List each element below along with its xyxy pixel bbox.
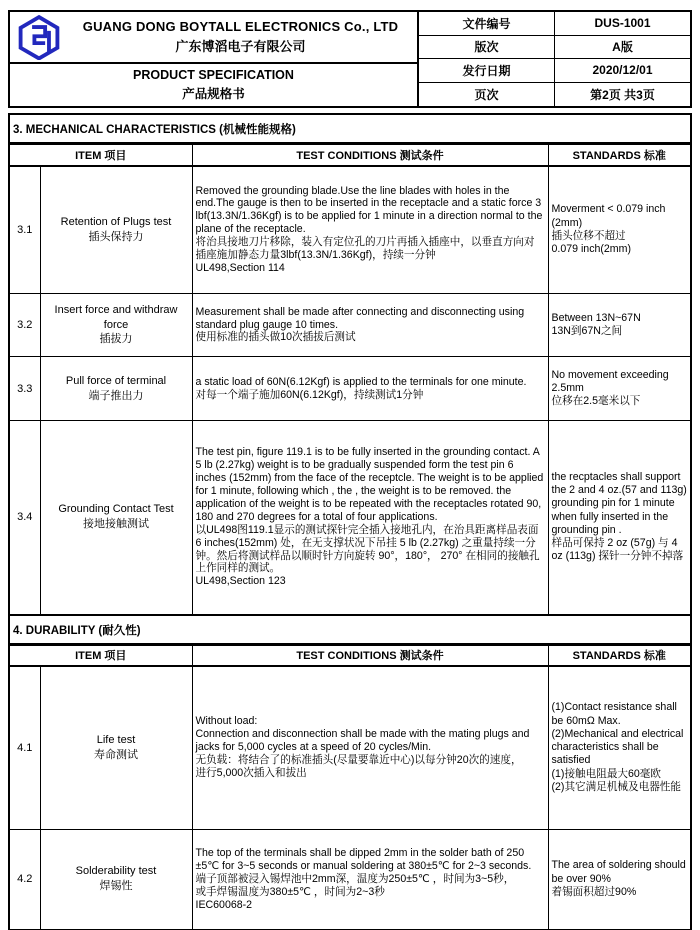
item-cell: Pull force of terminal 端子推出力 [40, 357, 192, 421]
doc-title-cn: 产品规格书 [182, 87, 245, 101]
row-number: 3.2 [10, 294, 40, 357]
spec-row-3-3 [10, 357, 690, 421]
meta-label-issue-date: 发行日期 [419, 59, 555, 83]
col-header-item: ITEM 项目 [10, 145, 192, 166]
section-title-durability: 4. DURABILITY (耐久性) [10, 614, 690, 645]
row-number: 4.2 [10, 829, 40, 929]
col-header-standards: STANDARDS 标准 [548, 145, 690, 166]
col-header-item: ITEM 项目 [10, 645, 192, 666]
row-number: 3.4 [10, 421, 40, 614]
item-cell: Grounding Contact Test 接地接触测试 [40, 421, 192, 614]
col-header-conditions: TEST CONDITIONS 测试条件 [192, 645, 548, 666]
item-cell: Insert force and withdraw force 插拔力 [40, 294, 192, 357]
col-header-conditions: TEST CONDITIONS 测试条件 [192, 145, 548, 166]
meta-label-doc-number: 文件编号 [419, 12, 555, 36]
document-header [8, 10, 692, 108]
standards-cell: No movement exceeding 2.5mm 位移在2.5毫米以下 [548, 357, 690, 421]
meta-label-page: 页次 [419, 83, 555, 107]
meta-value-doc-number: DUS-1001 [555, 12, 690, 36]
col-header-standards: STANDARDS 标准 [548, 645, 690, 666]
spec-row-3-4 [10, 421, 690, 614]
meta-label-revision: 版次 [419, 36, 555, 60]
standards-cell: Between 13N~67N 13N到67N之间 [548, 294, 690, 357]
header-meta-table [419, 12, 690, 106]
row-number: 3.1 [10, 166, 40, 294]
conditions-cell: a static load of 60N(6.12Kgf) is applied to the terminals for one minute. 对每一个端子施加60N(6.12Kgf)，持续测试1分钟 [192, 357, 548, 421]
spec-row-4-1 [10, 666, 690, 829]
row-number: 3.3 [10, 357, 40, 421]
item-cell: Solderability test 焊锡性 [40, 829, 192, 929]
table-header-row [10, 145, 690, 166]
header-left [10, 12, 419, 106]
meta-value-revision: A版 [555, 36, 690, 60]
table-header-row [10, 645, 690, 666]
row-number: 4.1 [10, 666, 40, 829]
standards-cell: the recptacles shall support the 2 and 4 oz.(57 and 113g) grounding pin for 1 minute when fully inserted in the grounding pin . 样品可保持 2 oz (57g) 与 4 oz (113g) 探针一分钟不掉落 [548, 421, 690, 614]
meta-value-issue-date: 2020/12/01 [555, 59, 690, 83]
standards-cell: The area of soldering should be over 90% 着锡面积超过90% [548, 829, 690, 929]
mechanical-table [10, 144, 690, 614]
item-cell: Life test 寿命测试 [40, 666, 192, 829]
conditions-cell: Removed the grounding blade.Use the line blades with holes in the end.The gauge is then to be inserted in the receptacle and a static force 3 lbf(13.3N/1.36Kgf) is to be applied for 1 minute in a direction normal to the plane of the receptacle. 将治具接地刀片移除，装入有定位孔的刀片再插入插座中，以垂直方向对插座施加静态力量3lbf(13.3N/1.36Kgf)，持续一分钟 UL498,Section 114 [192, 166, 548, 294]
doc-title-en: PRODUCT SPECIFICATION [133, 68, 294, 82]
spec-body [8, 113, 692, 930]
item-cell: Retention of Plugs test 插头保持力 [40, 166, 192, 294]
doc-title-block [10, 64, 417, 106]
company-name-cn: 广东博滔电子有限公司 [175, 39, 306, 54]
conditions-cell: Measurement shall be made after connecting and disconnecting using standard plug gauge 10 times. 使用标准的插头做10次插拔后测试 [192, 294, 548, 357]
meta-value-page: 第2页 共3页 [590, 87, 655, 102]
conditions-cell: Without load: Connection and disconnection shall be made with the mating plugs and jacks for 5,000 cycles at a speed of 20 cycles/Min. 无负载：将结合了的标准插头(尽量要靠近中心)以每分钟20次的速度， 进行5,000次插入和拔出 [192, 666, 548, 829]
section-title-mechanical: 3. MECHANICAL CHARACTERISTICS (机械性能规格) [10, 115, 690, 144]
company-name-en: GUANG DONG BOYTALL ELECTRONICS Co., LTD [82, 19, 399, 34]
company-logo-icon [16, 14, 62, 60]
durability-table [10, 645, 690, 930]
standards-cell: Moverment < 0.079 inch (2mm) 插头位移不超过 0.079 inch(2mm) [548, 166, 690, 294]
conditions-cell: The test pin, figure 119.1 is to be fully inserted in the grounding contact. A 5 lb (2.27kg) weight is to be gradually suspended form the test pin 6 inches (152mm) from the face of the receptcle. The weight is to be applied for 1 minute, following which , the , the weight is to be removed. the application of the weight is to be repeated with the receptacles rotated 90, 180 and 270 degrees for a total of four applications. 以UL498图119.1显示的测试探针完全插入接地孔内，在治具距离样品表面 6 inches(152mm) 处，在无支撑状况下吊挂 5 lb (2.27kg) 之重量持续一分钟。然后将测试样品以顺时针方向旋转 90°，180°， 270° 在相同的接触孔上作同样的测试。 UL498,Section 123 [192, 421, 548, 614]
spec-row-3-2 [10, 294, 690, 357]
company-block [10, 12, 417, 64]
spec-row-4-2 [10, 829, 690, 929]
standards-cell: (1)Contact resistance shall be 60mΩ Max. (2)Mechanical and electrical characteristics shall be satisfied (1)接触电阻最大60毫欧 (2)其它满足机械及电器性能 [548, 666, 690, 829]
spec-row-3-1 [10, 166, 690, 294]
conditions-cell: The top of the terminals shall be dipped 2mm in the solder bath of 250 ±5℃ for 3~5 seconds or manual soldering at 380±5℃ for 2~3 seconds. 端子顶部被浸入锡焊池中2mm深，温度为250±5℃ ，时间为3~5秒， 或手焊锡温度为380±5℃ ，时间为2~3秒 IEC60068-2 [192, 829, 548, 929]
company-names [68, 19, 413, 55]
